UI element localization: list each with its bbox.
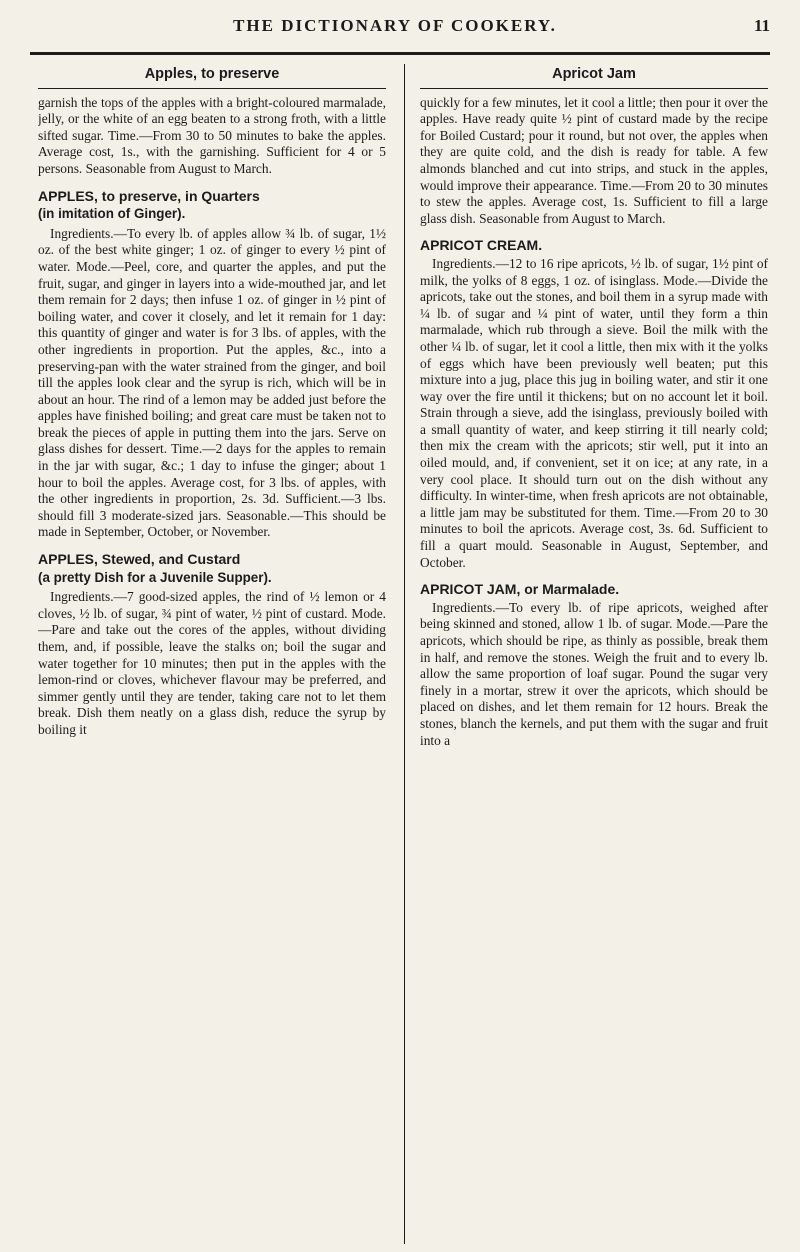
- entry-title: APPLES, Stewed, and Custard: [38, 551, 241, 568]
- entry-title: APRICOT CREAM.: [420, 237, 543, 254]
- continued-text: garnish the tops of the apples with a bright-coloured marmalade, jelly, or the white of an egg beaten to a strong froth, with a little sifted sugar. Time.—From 30 to 50 minutes to bake the apples. Average cost, 1s., with the garnishing. Sufficient for 4 or 5 persons. Seasonable from August to March.: [38, 94, 386, 176]
- running-title: THE DICTIONARY OF COOKERY.: [233, 16, 557, 35]
- entry: [420, 237, 768, 571]
- entry: [38, 188, 386, 541]
- entry-subtitle: (a pretty Dish for a Juvenile Supper).: [38, 569, 272, 585]
- entry-body: Ingredients.—To every lb. of ripe apricots, weighed after being skinned and stoned, allow 1 lb. of sugar. Mode.—Pare the apricots, which should be ripe, as thinly as possible, break them in half, and remove the stones. Weigh the fruit and to every lb. allow the same proportion of loaf sugar. Pound the sugar very finely in a mortar, strew it over the apricots, which should be placed on dishes, and let them remain for 12 hours. Break the stones, blanch the kernels, and put them with the sugar and fruit into a: [420, 599, 768, 748]
- page-number: 11: [753, 16, 770, 35]
- right-column: [420, 64, 768, 1244]
- entry: [420, 581, 768, 749]
- column-divider: [404, 64, 405, 1244]
- entry-title: APPLES, to preserve, in Quarters: [38, 187, 260, 204]
- running-head: [60, 10, 770, 44]
- entry-body: Ingredients.—7 good-sized apples, the rind of ½ lemon or 4 cloves, ½ lb. of sugar, ¾ pint of water, ½ pint of custard. Mode.—Pare and take out the cores of the apples, without dividing them, and, if possible, leave the stalks on; boil the sugar and water together for 10 minutes; then put in the apples with the lemon-rind or cloves, whichever flavour may be preferred, and simmer gently until they are tender, taking care not to let them break. Dish them neatly on a glass dish, reduce the syrup by boiling it: [38, 589, 386, 737]
- entry-body: Ingredients.—12 to 16 ripe apricots, ½ lb. of sugar, 1½ pint of milk, the yolks of 8 eggs, 1 oz. of isinglass. Mode.—Divide the apricots, take out the stones, and boil them in a syrup made with ¼ lb. of sugar and ¼ pint of water, until they form a thin marmalade, which rub through a sieve. Boil the milk with the other ¼ lb. of sugar, let it cool a little, then mix with it the yolks of eggs which have been previously well beaten; put this mixture into a jug, place this jug in boiling water, and stir it one way over the fire until it thickens; but on no account let it boil. Strain through a sieve, add the isinglass, previously boiled with a small quantity of water, and keep stirring it till nearly cold; then mix the cream with the apricots; stir well, put it into an oiled mould, and, if convenient, set it on ice; at any rate, in a very cool place. It should turn out on the dish without any difficulty. In winter-time, when fresh apricots are not obtainable, a little jam may be substituted for them. Time.—From 20 to 30 minutes to boil the apricots. Average cost, 3s. 6d. Sufficient to fill a quart mould. Seasonable in August, September, and October.: [420, 255, 768, 570]
- entry: [38, 551, 386, 739]
- right-column-rule: [420, 88, 768, 89]
- entry-title: APRICOT JAM, or Marmalade.: [420, 581, 620, 598]
- left-column-rule: [38, 88, 386, 89]
- continued-text: quickly for a few minutes, let it cool a little; then pour it over the apples. Have ready quite ½ pint of custard made by the recipe for Boiled Custard; pour it round, but not over, the apples when they are quite cold, and the dish is ready for table. A few almonds blanched and cut into strips, and stuck in the apples, would improve their appearance. Time.—From 20 to 30 minutes to stew the apples. Average cost, 1s. Sufficient to fill a large glass dish. Seasonable from August to March.: [420, 94, 768, 226]
- header-rule: [30, 52, 770, 55]
- entry-body: Ingredients.—To every lb. of apples allow ¾ lb. of sugar, 1½ oz. of the best white ginger; 1 oz. of ginger to every ½ pint of water. Mode.—Peel, core, and quarter the apples, and put the fruit, sugar, and ginger in layers into a wide-mouthed jar, and let them remain for 2 days; then infuse 1 oz. of ginger in ½ pint of boiling water, and cover it closely, and let it remain for 1 day: this quantity of ginger and water is for 3 lbs. of apples, with the other ingredients in proportion. Put the apples, &c., into a preserving-pan with the water strained from the ginger, and boil till the apples look clear and the syrup is rich, which will be in about an hour. The rind of a lemon may be added just before the apples have finished boiling; and great care must be taken not to break the pieces of apple in putting them into the jars. Serve on glass dishes for dessert. Time.—2 days for the apples to remain in the jar with sugar, &c.; 1 day to infuse the ginger; about 1 hour to boil the apples. Average cost, for 3 lbs. of apples, with the other ingredients in proportion, 2s. 3d. Sufficient.—3 lbs. should fill 3 moderate-sized jars. Seasonable.—This should be made in September, October, or November.: [38, 225, 386, 540]
- right-column-heading: Apricot Jam: [552, 66, 636, 82]
- left-column: [38, 64, 386, 1244]
- left-column-heading: Apples, to preserve: [144, 66, 280, 82]
- entry-subtitle: (in imitation of Ginger).: [38, 206, 186, 222]
